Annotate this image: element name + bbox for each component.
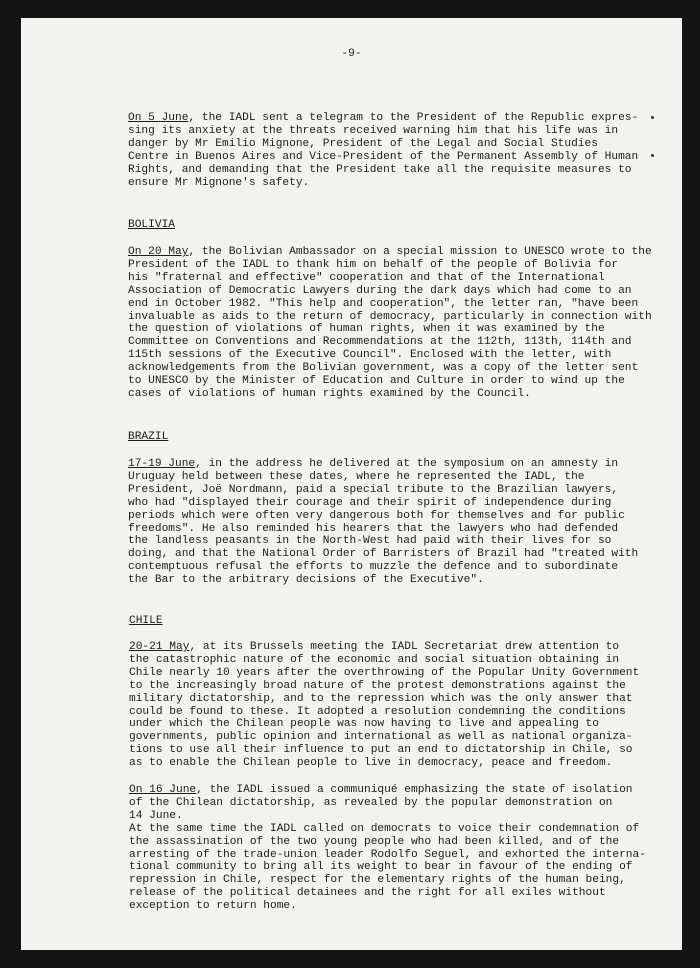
line-text: under which the Chilean people was now having to live and appealing to — [129, 718, 599, 731]
line-text: At the same time the IADL called on democrats to voice their condemnation of — [129, 822, 640, 835]
line-text: Chile nearly 10 years after the overthrowing of the Popular Unity Government — [129, 666, 640, 679]
text-line — [129, 784, 646, 797]
line-text: repression in Chile, respect for the elementary rights of the human being, — [129, 874, 626, 887]
line-text: tional community to bring all its weight to bear in favour of the ending of — [129, 861, 633, 874]
line-text: , the Bolivian Ambassador on a special mission to UNESCO wrote to the — [188, 246, 652, 258]
text-line — [129, 861, 646, 874]
text-line — [129, 667, 639, 680]
text-line — [128, 151, 638, 164]
text-line — [129, 654, 639, 667]
line-text: as to enable the Chilean people to live in democracy, peace and freedom. — [129, 757, 613, 770]
text-line — [129, 744, 639, 757]
line-text: Uruguay held between these dates, where he represented the IADL, the — [128, 470, 585, 483]
line-text: acknowledgements from the Bolivian government, was a copy of the letter sent — [128, 362, 639, 375]
text-line — [128, 164, 638, 177]
text-line — [128, 259, 652, 272]
document-page — [21, 18, 682, 950]
line-text: release of the political detainees and the right for all exiles without — [129, 887, 606, 900]
text-line — [128, 375, 652, 388]
line-text: could be found to these. It adopted a resolution condemning the conditions — [129, 705, 626, 718]
text-line — [128, 177, 638, 190]
line-text: the landless peasants in the North-West had paid with their lives for so — [128, 535, 612, 548]
brazil-paragraph — [128, 458, 638, 587]
line-text: President, Joë Nordmann, paid a special tribute to the Brazilian lawyers, — [128, 483, 619, 496]
text-line — [128, 112, 638, 125]
text-line — [129, 706, 639, 719]
text-line — [129, 849, 646, 862]
date-lead: On 20 May — [128, 246, 189, 258]
text-line — [129, 874, 646, 887]
page-number: -9- — [341, 48, 362, 60]
text-line — [128, 285, 652, 298]
brazil-heading: BRAZIL — [128, 431, 169, 443]
text-line — [128, 510, 638, 523]
text-line — [128, 471, 638, 484]
text-line — [129, 797, 646, 810]
line-text: to the increasingly broad nature of the protest demonstrations against the — [129, 679, 626, 692]
text-line — [129, 718, 639, 731]
date-lead: 20-21 May — [129, 641, 190, 653]
line-text: Association of Democratic Lawyers during the dark days which had come to an — [128, 284, 632, 297]
text-line — [128, 535, 638, 548]
line-text: who had "displayed their courage and their spirit of independence during — [128, 496, 612, 509]
line-text: governments, public opinion and international as well as national organiza- — [129, 731, 633, 744]
bolivia-paragraph — [128, 246, 652, 401]
line-text: exception to return home. — [129, 900, 297, 913]
chile-paragraph-1 — [129, 641, 639, 770]
text-line — [129, 823, 646, 836]
text-line — [129, 693, 639, 706]
bolivia-heading: BOLIVIA — [128, 219, 175, 231]
line-text: Committee on Conventions and Recommendations at the 112th, 113th, 114th and — [128, 336, 632, 349]
line-text: Centre in Buenos Aires and Vice-President of the Permanent Assembly of Human — [128, 150, 639, 163]
text-line — [128, 298, 652, 311]
chile-paragraph-2 — [129, 784, 646, 913]
date-lead: On 5 June — [128, 112, 189, 124]
line-text: the catastrophic nature of the economic and social situation obtaining in — [129, 653, 620, 666]
text-line — [128, 336, 652, 349]
text-line — [128, 497, 638, 510]
line-text: tions to use all their influence to put an end to dictatorship in Chile, so — [129, 744, 633, 757]
text-line — [128, 246, 652, 259]
line-text: to UNESCO by the Minister of Education and Culture in order to wind up the — [128, 375, 625, 388]
line-text: the Bar to the arbitrary decisions of the Executive". — [128, 574, 484, 587]
line-text: , in the address he delivered at the symposium on an amnesty in — [195, 458, 619, 470]
line-text: , the IADL sent a telegram to the President of the Republic expres- — [188, 112, 639, 124]
line-text: Rights, and demanding that the President take all the requisite measures to — [128, 163, 632, 176]
text-line — [129, 757, 639, 770]
line-text: invaluable as aids to the return of democracy, particularly in connection with — [128, 310, 652, 323]
line-text: end in October 1982. "This help and cooperation", the letter ran, "have been — [128, 297, 639, 310]
text-line — [128, 272, 652, 285]
line-text: ensure Mr Mignone's safety. — [128, 176, 310, 189]
date-lead: 17-19 June — [128, 458, 196, 470]
text-line — [129, 810, 646, 823]
margin-mark — [651, 116, 654, 119]
text-line — [128, 349, 652, 362]
line-text: 14 June. — [129, 809, 183, 822]
text-line — [129, 680, 639, 693]
date-lead: On 16 June — [129, 784, 197, 796]
text-line — [128, 125, 638, 138]
text-line — [128, 388, 652, 401]
line-text: the assassination of the two young people who had been killed, and of the — [129, 835, 620, 848]
text-line — [129, 887, 646, 900]
text-line — [128, 548, 638, 561]
line-text: doing, and that the National Order of Barristers of Brazil had "treated with — [128, 548, 639, 561]
line-text: 115th sessions of the Executive Council". Enclosed with the letter, with — [128, 349, 612, 362]
line-text: of the Chilean dictatorship, as revealed by the popular demonstration on — [129, 796, 613, 809]
text-line — [128, 138, 638, 151]
line-text: sing its anxiety at the threats received warning him that his life was in — [128, 124, 619, 137]
text-line — [129, 641, 639, 654]
text-line — [128, 484, 638, 497]
line-text: arresting of the trade-union leader Rodolfo Seguel, and exhorted the interna- — [129, 848, 646, 861]
line-text: freedoms". He also reminded his hearers that the lawyers who had defended — [128, 522, 619, 535]
text-line — [128, 362, 652, 375]
text-line — [128, 574, 638, 587]
argentina-paragraph — [128, 112, 638, 189]
text-line — [128, 561, 638, 574]
text-line — [128, 458, 638, 471]
chile-heading: CHILE — [129, 615, 163, 627]
line-text: , at its Brussels meeting the IADL Secretariat drew attention to — [189, 641, 620, 653]
line-text: the question of violations of human rights, when it was examined by the — [128, 323, 605, 336]
text-line — [128, 323, 652, 336]
text-line — [128, 311, 652, 324]
line-text: his "fraternal and effective" cooperation and that of the International — [128, 271, 605, 284]
text-line — [128, 523, 638, 536]
text-line — [129, 900, 646, 913]
margin-mark — [651, 154, 654, 157]
line-text: , the IADL issued a communiqué emphasizing the state of isolation — [196, 784, 633, 796]
line-text: cases of violations of human rights examined by the Council. — [128, 387, 531, 400]
line-text: danger by Mr Emilio Mignone, President of the Legal and Social Studies — [128, 137, 598, 150]
text-line — [129, 731, 639, 744]
text-line — [129, 836, 646, 849]
line-text: military dictatorship, and to the repression which was the only answer that — [129, 692, 633, 705]
line-text: President of the IADL to thank him on behalf of the people of Bolivia for — [128, 258, 619, 271]
line-text: contemptuous refusal the efforts to muzzle the defence and to subordinate — [128, 561, 619, 574]
line-text: periods which were often very dangerous both for themselves and for public — [128, 509, 625, 522]
